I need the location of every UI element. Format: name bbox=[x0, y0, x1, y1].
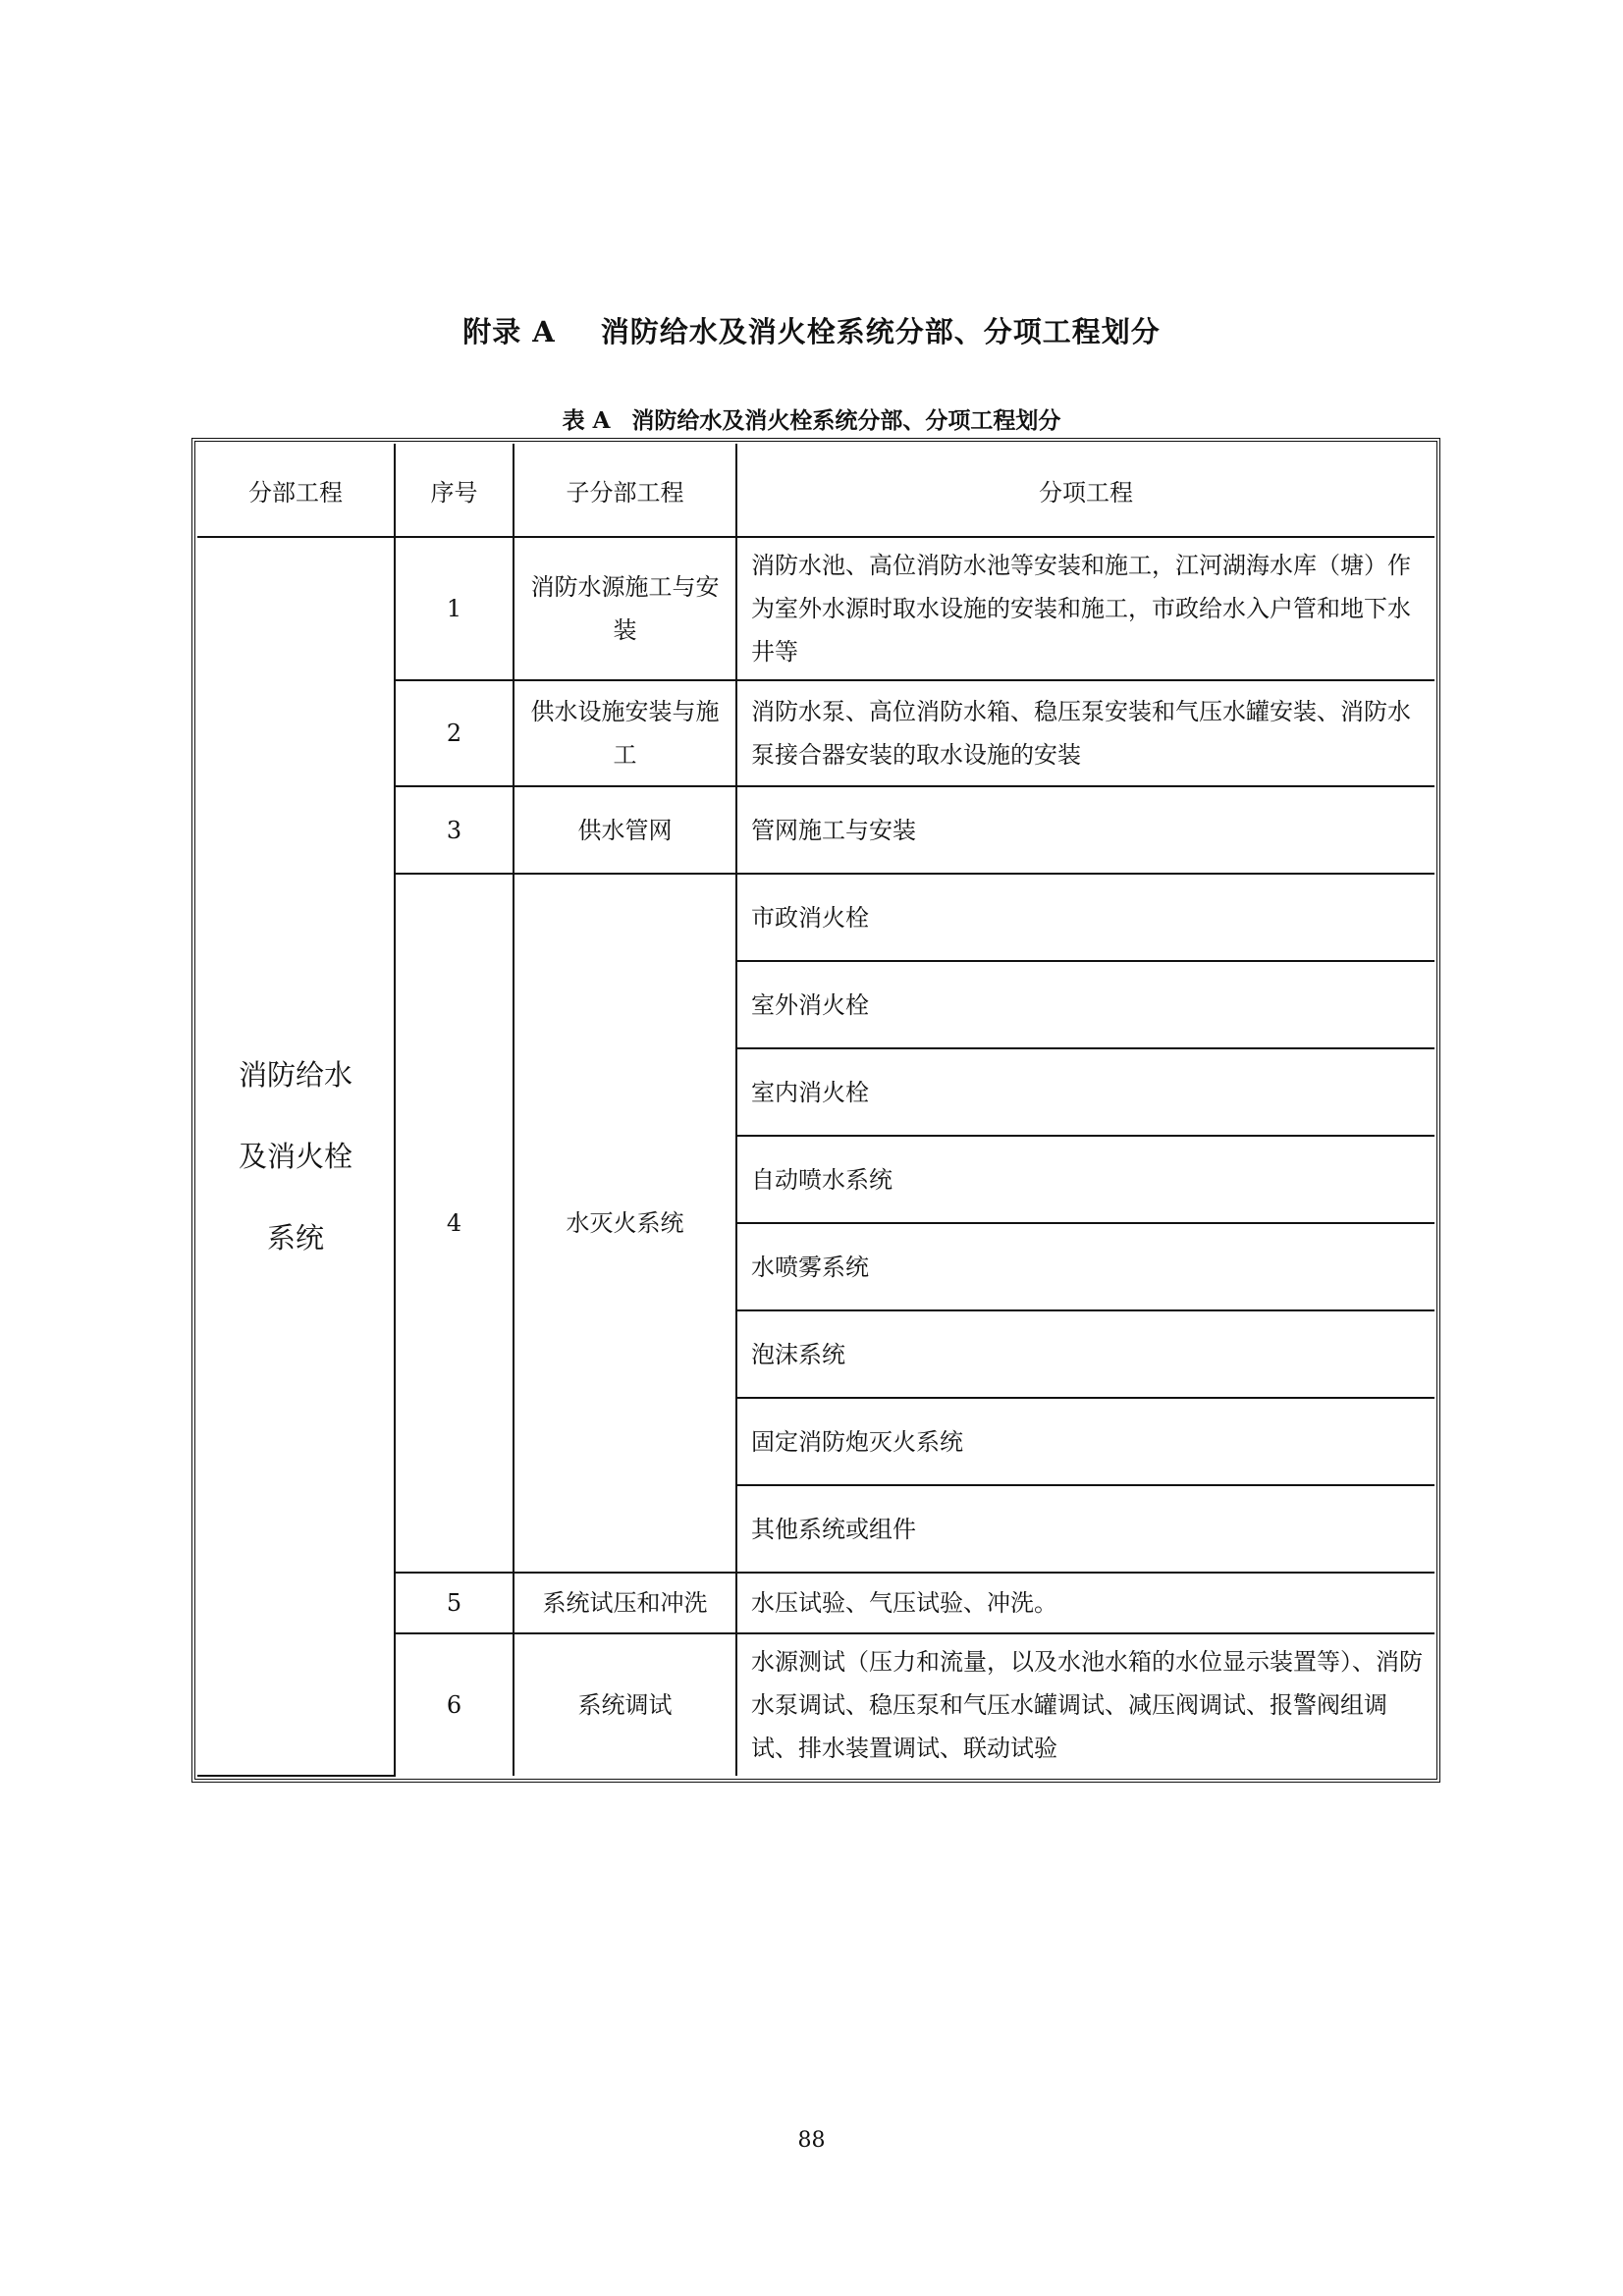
sub-division: 水灭火系统 bbox=[514, 874, 736, 1573]
appendix-label: 附录 A bbox=[462, 315, 556, 348]
table-caption-text: 消防给水及消火栓系统分部、分项工程划分 bbox=[631, 407, 1061, 434]
sub-item: 管网施工与安装 bbox=[736, 786, 1434, 874]
page-number: 88 bbox=[797, 2128, 826, 2153]
row-number: 4 bbox=[395, 874, 514, 1573]
sub-division: 系统试压和冲洗 bbox=[514, 1573, 736, 1633]
table-caption-label: 表 A bbox=[562, 407, 611, 434]
row-number: 2 bbox=[395, 680, 514, 786]
sub-division: 系统调试 bbox=[514, 1633, 736, 1776]
row-number: 1 bbox=[395, 537, 514, 680]
division-name-line: 消防给水 bbox=[238, 1057, 352, 1092]
sub-item: 室内消火栓 bbox=[736, 1048, 1434, 1136]
sub-item: 水源测试（压力和流量，以及水池水箱的水位显示装置等）、消防水泵调试、稳压泵和气压水罐调试、减压阀调试、报警阀组调试、排水装置调试、联动试验 bbox=[736, 1633, 1434, 1776]
sub-division: 供水管网 bbox=[514, 786, 736, 874]
row-number: 3 bbox=[395, 786, 514, 874]
header-division: 分部工程 bbox=[197, 444, 395, 537]
sub-item: 室外消火栓 bbox=[736, 961, 1434, 1048]
table-row bbox=[197, 537, 1434, 680]
sub-division: 消防水源施工与安装 bbox=[514, 537, 736, 680]
header-sub-item: 分项工程 bbox=[736, 444, 1434, 537]
sub-item: 固定消防炮灭火系统 bbox=[736, 1398, 1434, 1485]
appendix-title bbox=[0, 310, 1623, 350]
sub-item: 市政消火栓 bbox=[736, 874, 1434, 961]
table-caption bbox=[0, 402, 1623, 435]
division-name-line: 及消火栓 bbox=[238, 1139, 352, 1173]
sub-division: 供水设施安装与施工 bbox=[514, 680, 736, 786]
division-table bbox=[197, 444, 1434, 1777]
sub-item: 自动喷水系统 bbox=[736, 1136, 1434, 1223]
sub-item: 其他系统或组件 bbox=[736, 1485, 1434, 1573]
row-number: 6 bbox=[395, 1633, 514, 1776]
sub-item: 水压试验、气压试验、冲洗。 bbox=[736, 1573, 1434, 1633]
division-table-frame bbox=[191, 438, 1440, 1783]
table-header-row bbox=[197, 444, 1434, 537]
header-sub-division: 子分部工程 bbox=[514, 444, 736, 537]
sub-item: 消防水池、高位消防水池等安装和施工，江河湖海水库（塘）作为室外水源时取水设施的安装和施工，市政给水入户管和地下水井等 bbox=[736, 537, 1434, 680]
sub-item: 水喷雾系统 bbox=[736, 1223, 1434, 1310]
division-name bbox=[197, 537, 395, 1776]
sub-item: 消防水泵、高位消防水箱、稳压泵安装和气压水罐安装、消防水泵接合器安装的取水设施的安装 bbox=[736, 680, 1434, 786]
header-number: 序号 bbox=[395, 444, 514, 537]
sub-item: 泡沫系统 bbox=[736, 1310, 1434, 1398]
appendix-title-text: 消防给水及消火栓系统分部、分项工程划分 bbox=[600, 315, 1161, 348]
division-name-line: 系统 bbox=[266, 1220, 324, 1255]
row-number: 5 bbox=[395, 1573, 514, 1633]
